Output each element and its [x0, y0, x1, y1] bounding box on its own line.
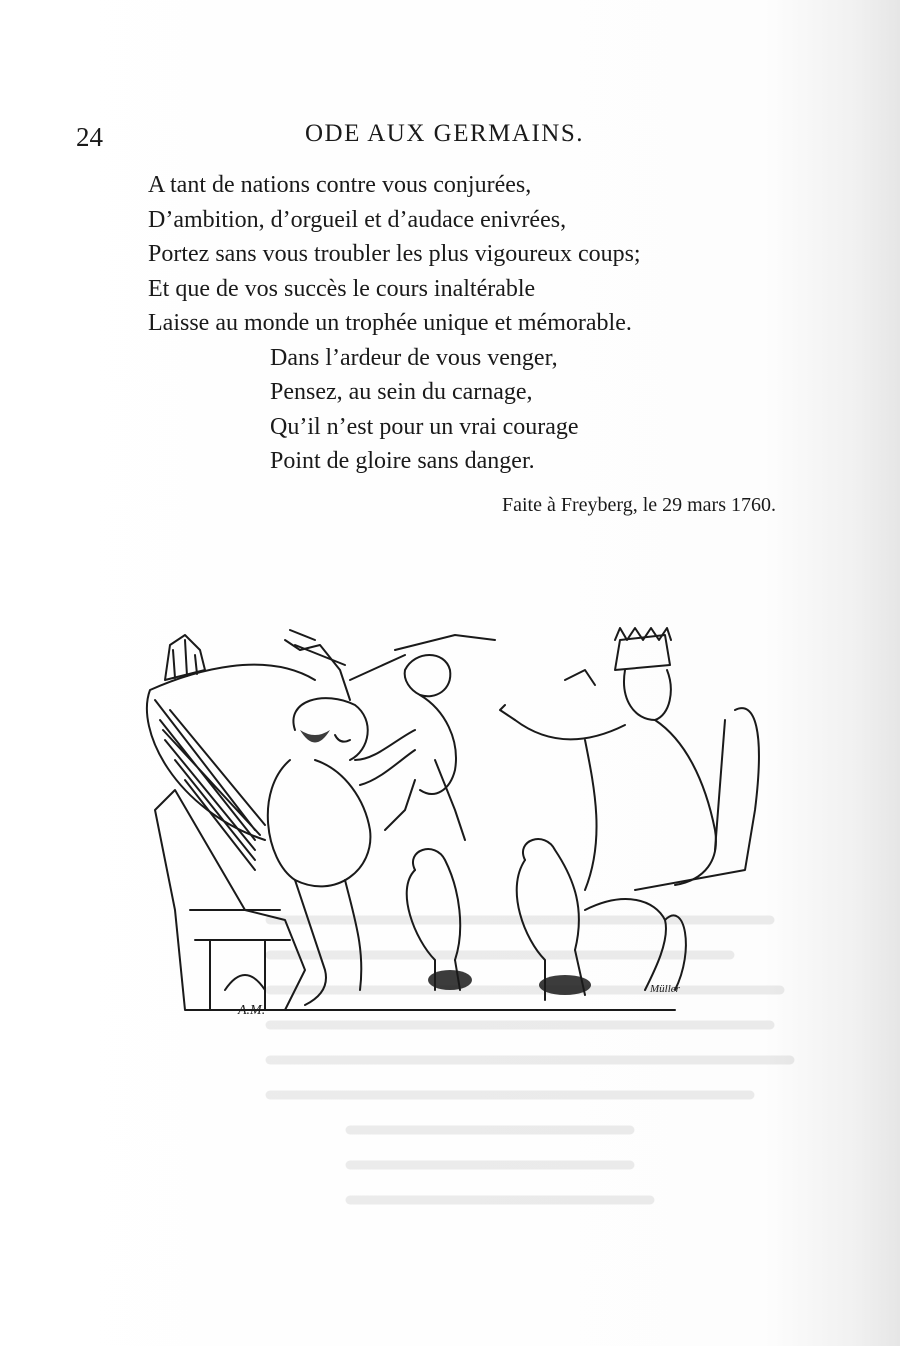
- poem-stanza: [148, 168, 641, 479]
- verse-line: Portez sans vous troubler les plus vigoureux coups;: [148, 241, 641, 267]
- verse-line: Et que de vos succès le cours inaltérable: [148, 275, 536, 302]
- verse-line: A tant de nations contre vous conjurées,: [148, 172, 532, 198]
- engraving-illustration: [115, 610, 795, 1030]
- verse-line: Laisse au monde un trophée unique et mémorable.: [148, 310, 632, 336]
- verse-line-indented: Pensez, au sein du carnage,: [270, 379, 533, 405]
- page-number: 24: [76, 122, 103, 152]
- verse-line-indented: Dans l’ardeur de vous venger,: [270, 344, 558, 371]
- running-title: ODE AUX GERMAINS.: [305, 120, 584, 147]
- engraving-drawing: [115, 610, 795, 1030]
- verse-line-indented: Qu’il n’est pour un vrai courage: [270, 413, 579, 440]
- verse-line: D’ambition, d’orgueil et d’audace enivrées,: [148, 206, 567, 233]
- signature-left: A.M.: [238, 1003, 266, 1018]
- verse-line-indented: Point de gloire sans danger.: [270, 448, 535, 474]
- signature-right: Müller: [650, 983, 680, 995]
- dateline: Faite à Freyberg, le 29 mars 1760.: [501, 494, 776, 516]
